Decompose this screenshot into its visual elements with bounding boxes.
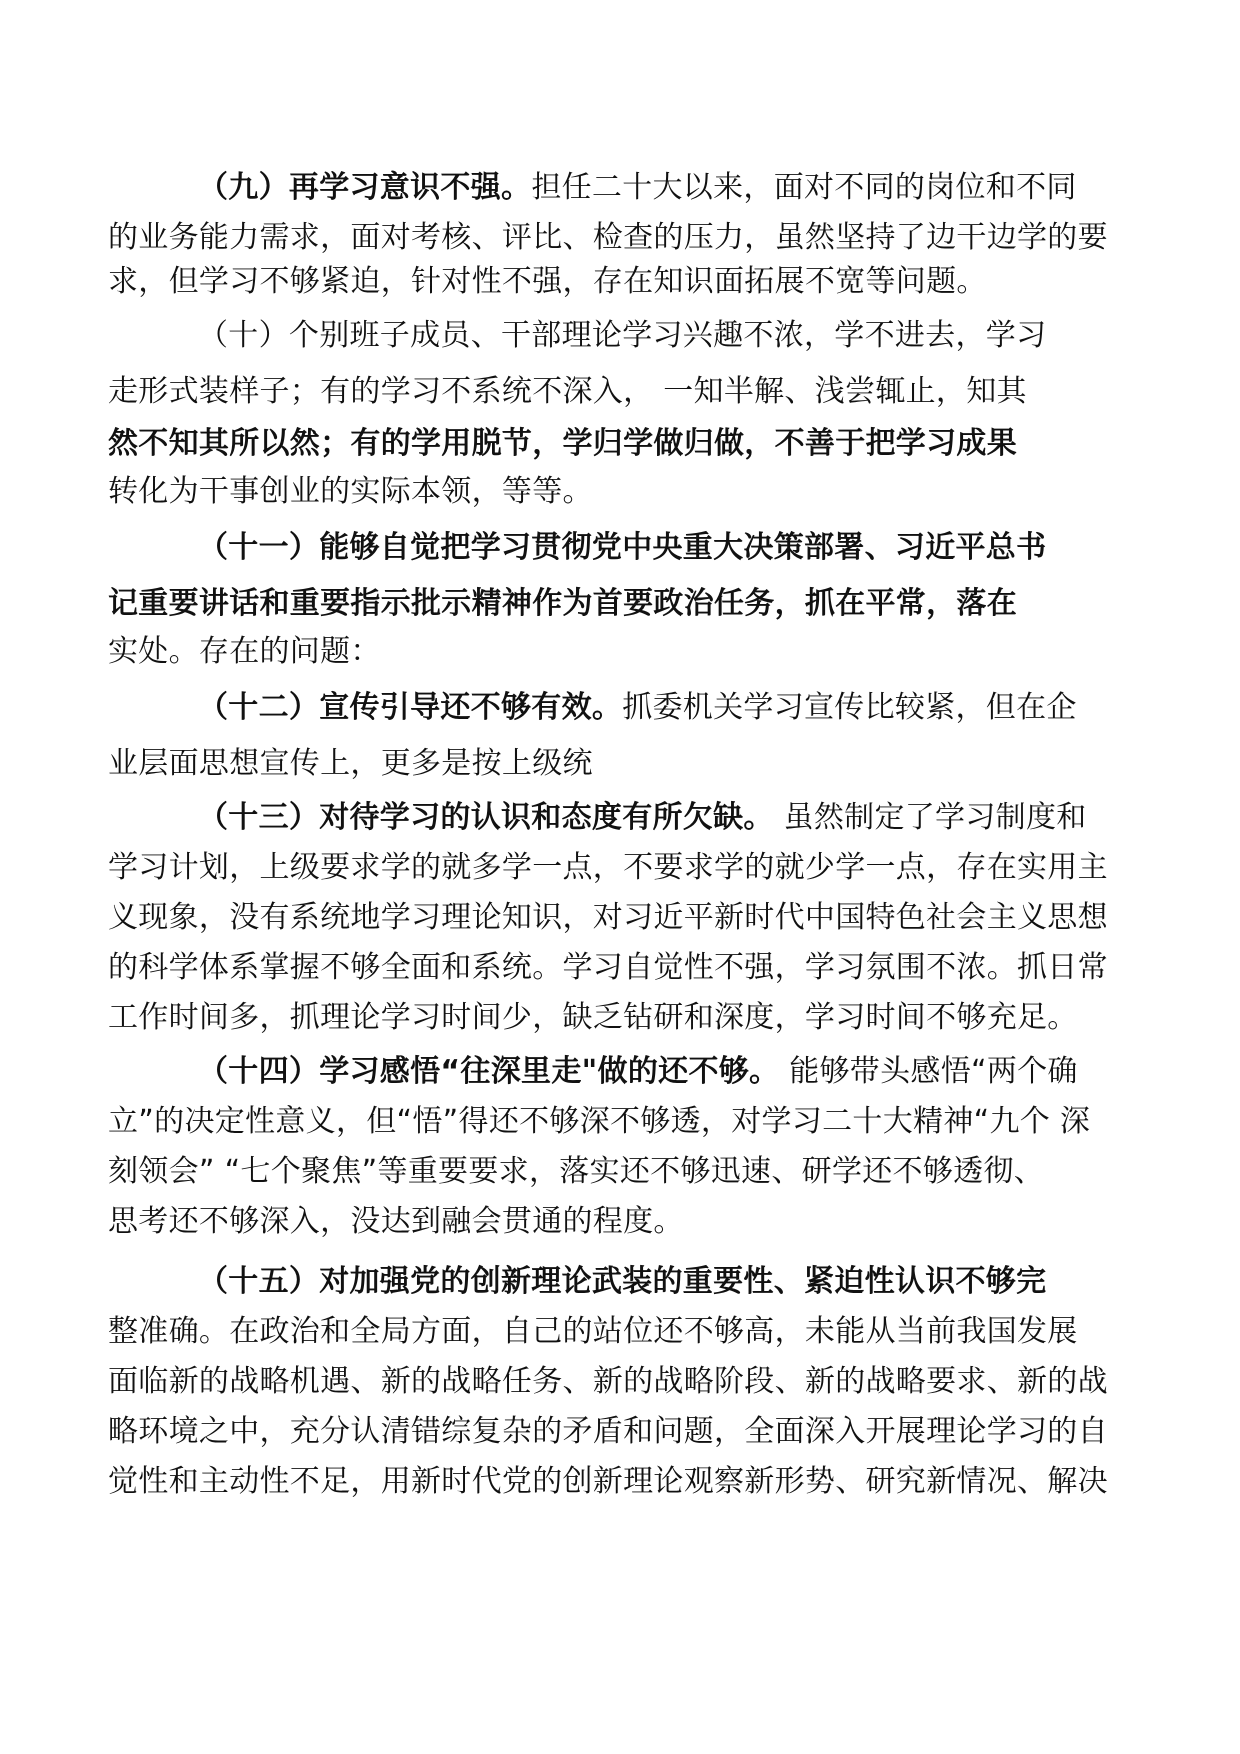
body-text: 思考还不够深入，没达到融会贯通的程度。 [108, 1204, 684, 1239]
text-line [108, 948, 1108, 988]
body-text: 略环境之中，充分认清错综复杂的矛盾和问题，全面深入开展理论学习的自 [108, 1414, 1108, 1449]
bold-text: 然不知其所以然；有的学用脱节，学归学做归做，不善于把学习成果 [108, 426, 1017, 461]
text-line [108, 1102, 1090, 1142]
body-text: 走形式装样子；有的学习不系统不深入， 一知半解、浅尝辄止，知其 [108, 374, 1027, 409]
text-line [108, 1152, 1044, 1192]
text-line [108, 1202, 684, 1242]
text-line [108, 1412, 1108, 1452]
text-line [198, 1052, 1078, 1092]
body-text: 工作时间多，抓理论学习时间少，缺乏钻研和深度，学习时间不够充足。 [108, 1000, 1078, 1035]
text-line [108, 584, 1017, 624]
section-heading: （十四）学习感悟“往深里走"做的还不够。 [198, 1054, 780, 1089]
body-text: 学习计划，上级要求学的就多学一点，不要求学的就少学一点，存在实用主 [108, 850, 1108, 885]
section-heading: （十二）宣传引导还不够有效。 [198, 690, 623, 725]
document-page [108, 0, 1138, 1754]
body-text: 担任二十大以来，面对不同的岗位和不同 [531, 170, 1077, 205]
body-text: 业层面思想宣传上，更多是按上级统 [108, 746, 593, 781]
section-heading: （十五）对加强党的创新理论武装的重要性、紧迫性认识不够完 [198, 1264, 1047, 1299]
text-line [108, 372, 1027, 412]
text-line [198, 798, 1087, 838]
body-text: 觉性和主动性不足，用新时代党的创新理论观察新形势、研究新情况、解决 [108, 1464, 1108, 1499]
text-line [198, 688, 1077, 728]
text-line [108, 1312, 1078, 1352]
text-line [108, 744, 593, 784]
text-line [108, 632, 381, 672]
text-line [108, 998, 1078, 1038]
body-text: 整准确。在政治和全局方面，自己的站位还不够高，未能从当前我国发展 [108, 1314, 1078, 1349]
text-line [108, 218, 1108, 258]
body-text: 义现象，没有系统地学习理论知识，对习近平新时代中国特色社会主义思想 [108, 900, 1108, 935]
text-line [198, 528, 1046, 568]
text-line [108, 424, 1017, 464]
text-line [198, 168, 1077, 208]
body-text: 刻领会” “七个聚焦”等重要要求，落实还不够迅速、研学还不够透彻、 [108, 1154, 1045, 1189]
body-text: 虽然制定了学习制度和 [773, 800, 1087, 835]
text-line [108, 848, 1108, 888]
body-text: 的科学体系掌握不够全面和系统。学习自觉性不强，学习氛围不浓。抓日常 [108, 950, 1108, 985]
body-text: 转化为干事创业的实际本领，等等。 [108, 474, 593, 509]
body-text: 能够带头感悟“两个确 [779, 1054, 1078, 1089]
body-text: 面临新的战略机遇、新的战略任务、新的战略阶段、新的战略要求、新的战 [108, 1364, 1108, 1399]
text-line [198, 316, 1046, 356]
body-text: 求，但学习不够紧迫，针对性不强，存在知识面拓展不宽等问题。 [108, 264, 987, 299]
section-heading: （十三）对待学习的认识和态度有所欠缺。 [198, 800, 774, 835]
body-text: 抓委机关学习宣传比较紧，但在企 [622, 690, 1077, 725]
text-line [108, 472, 593, 512]
body-text: （十）个别班子成员、干部理论学习兴趣不浓，学不进去，学习 [198, 318, 1047, 353]
text-line [108, 262, 987, 302]
body-text: 的业务能力需求，面对考核、评比、检查的压力，虽然坚持了边干边学的要 [108, 220, 1108, 255]
text-line [108, 898, 1108, 938]
section-heading: （十一）能够自觉把学习贯彻党中央重大决策部署、习近平总书 [198, 530, 1047, 565]
text-line [108, 1362, 1108, 1402]
text-line [108, 1462, 1108, 1502]
bold-text: 记重要讲话和重要指示批示精神作为首要政治任务，抓在平常，落在 [108, 586, 1017, 621]
body-text: 立”的决定性意义，但“悟”得还不够深不够透，对学习二十大精神“九个 深 [108, 1104, 1091, 1139]
section-heading: （九）再学习意识不强。 [198, 170, 532, 205]
text-line [198, 1262, 1046, 1302]
body-text: 实处。存在的问题： [108, 634, 381, 669]
